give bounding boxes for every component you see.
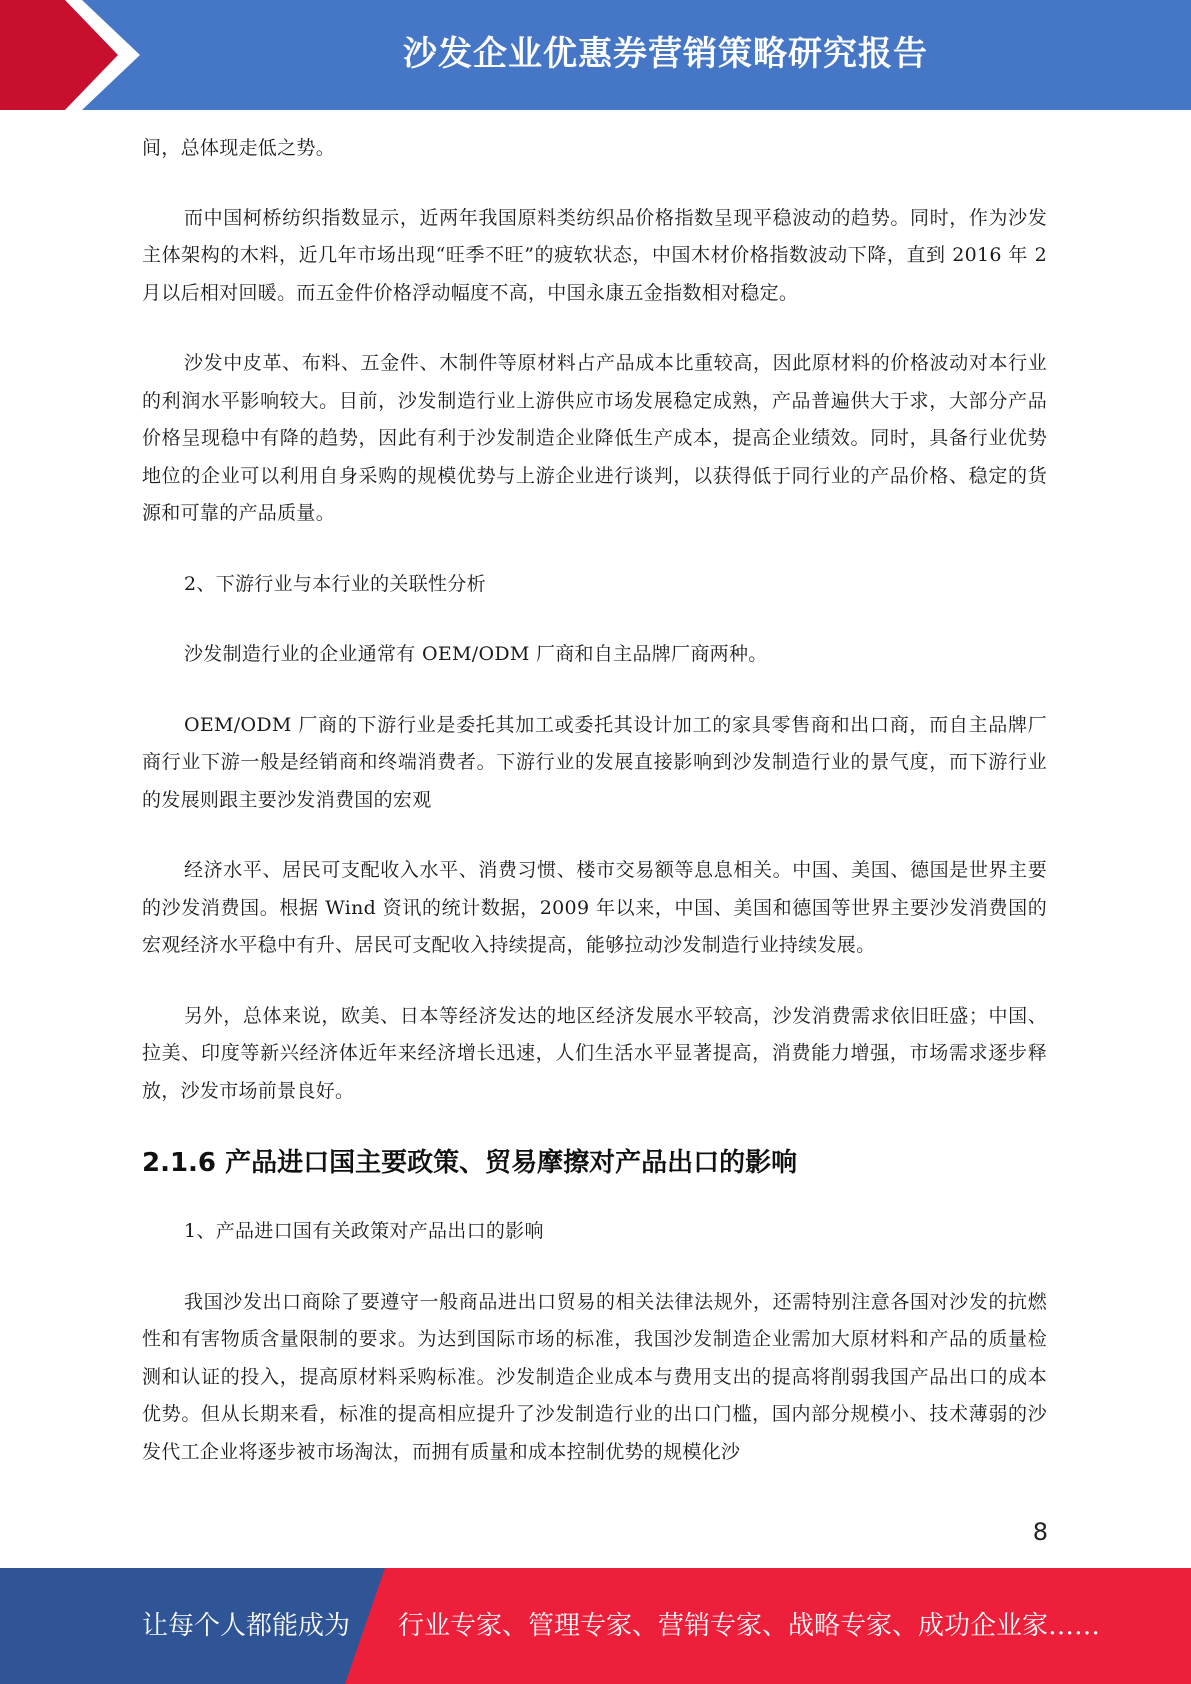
paragraph-economic-level: 经济水平、居民可支配收入水平、消费习惯、楼市交易额等息息相关。中国、美国、德国是世界主要的沙发消费国。根据 Wind 资讯的统计数据，2009 年以来，中国、美国和德国等世界主要沙发消费国的宏观经济水平稳中有升、居民可支配收入持续提高，能够拉动沙发制造行业持续发展。 — [142, 859, 1047, 956]
paragraph-export-standards: 我国沙发出口商除了要遵守一般商品进出口贸易的相关法律法规外，还需特别注意各国对沙发的抗燃性和有害物质含量限制的要求。为达到国际市场的标准，我国沙发制造企业需加大原材料和产品的质量检测和认证的投入，提高原材料采购标准。沙发制造企业成本与费用支出的提高将削弱我国产品出口的成本优势。但从长期来看，标准的提高相应提升了沙发制造行业的出口门槛，国内部分规模小、技术薄弱的沙发代工企业将逐步被市场淘汰，而拥有质量和成本控制优势的规模化沙 — [142, 1290, 1047, 1463]
document-body — [142, 130, 1047, 1504]
report-title: 沙发企业优惠券营销策略研究报告 — [403, 34, 928, 74]
paragraph-market-outlook: 另外，总体来说，欧美、日本等经济发达的地区经济发展水平较高，沙发消费需求依旧旺盛；中国、拉美、印度等新兴经济体近年来经济增长迅速，人们生活水平显著提高，消费能力增强，市场需求逐步释放，沙发市场前景良好。 — [142, 1004, 1047, 1102]
page-header — [0, 0, 1191, 110]
paragraph-textile-index: 而中国柯桥纺织指数显示，近两年我国原料类纺织品价格指数呈现平稳波动的趋势。同时，作为沙发主体架构的木料，近几年市场出现“旺季不旺”的疲软状态，中国木材价格指数波动下降，直到 2016 年 2 月以后相对回暖。而五金件价格浮动幅度不高，中国永康五金指数相对稳定。 — [142, 206, 1047, 304]
page-number: 8 — [1032, 1518, 1048, 1546]
paragraph-downstream-industry: OEM/ODM 厂商的下游行业是委托其加工或委托其设计加工的家具零售商和出口商，而自主品牌厂商行业下游一般是经销商和终端消费者。下游行业的发展直接影响到沙发制造行业的景气度，而下游行业的发展则跟主要沙发消费国的宏观 — [142, 713, 1047, 811]
subsection-import-policy-title: 1、产品进口国有关政策对产品出口的影响 — [184, 1220, 544, 1242]
paragraph-raw-materials: 沙发中皮革、布料、五金件、木制件等原材料占产品成本比重较高，因此原材料的价格波动对本行业的利润水平影响较大。目前，沙发制造行业上游供应市场发展稳定成熟，产品普遍供大于求，大部分产品价格呈现稳中有降的趋势，因此有利于沙发制造企业降低生产成本，提高企业绩效。同时，具备行业优势地位的企业可以利用自身采购的规模优势与上游企业进行谈判，以获得低于同行业的产品价格、稳定的货源和可靠的产品质量。 — [142, 352, 1047, 524]
footer-slogan-right: 行业专家、管理专家、营销专家、战略专家、成功企业家…… — [398, 1611, 1101, 1641]
footer-slogan-left: 让每个人都能成为 — [142, 1611, 351, 1641]
paragraph-continuation: 间，总体现走低之势。 — [142, 137, 336, 159]
section-heading-2-1-6: 2.1.6 产品进口国主要政策、贸易摩擦对产品出口的影响 — [142, 1148, 798, 1178]
subsection-downstream-title: 2、下游行业与本行业的关联性分析 — [184, 572, 486, 595]
paragraph-oem-odm: 沙发制造行业的企业通常有 OEM/ODM 厂商和自主品牌厂商两种。 — [184, 643, 768, 665]
page-footer — [0, 1568, 1191, 1684]
